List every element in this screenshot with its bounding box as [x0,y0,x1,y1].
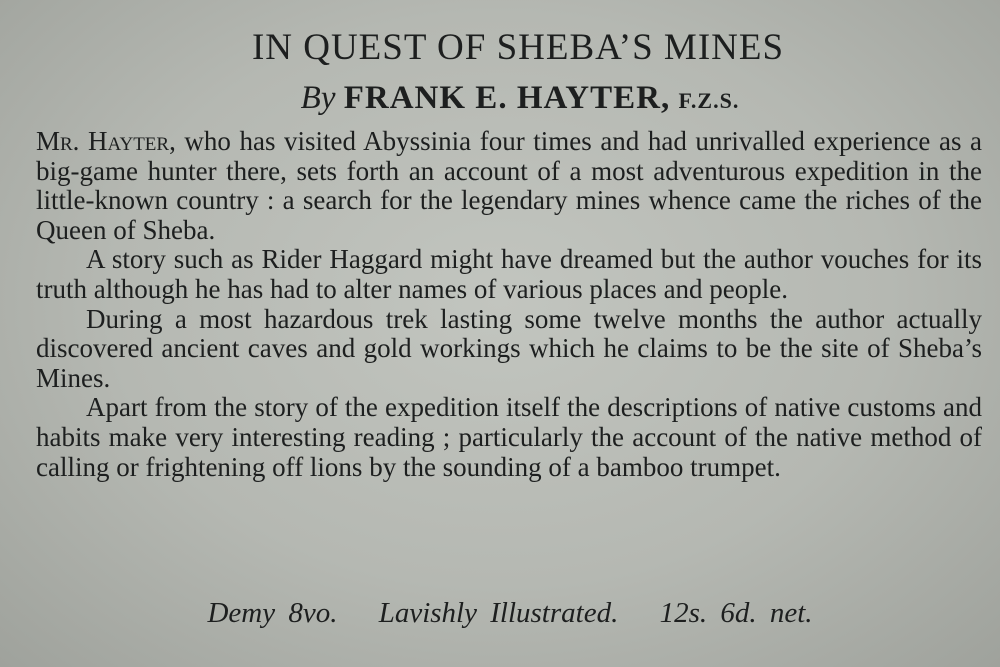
description-body [36,127,982,482]
byline-by: By [300,80,336,116]
book-format: Demy 8vo. [207,597,338,629]
paragraph-2: A story such as Rider Haggard might have dreamed but the author vouches for its truth although he has had to alter names of various places and people. [36,244,982,304]
book-price: 12s. 6d. net. [659,597,813,629]
book-title: IN QUEST OF SHEBA’S MINES [251,27,785,68]
paragraph-4: Apart from the story of the expedition itself the descriptions of native customs and habits make very interesting reading ; particularly the account of the native method of calling or frightening off lions by the sounding of a bamboo trumpet. [36,392,982,482]
author-byline [0,76,1000,123]
author-honor: F.Z.S. [678,88,740,113]
publication-details [0,595,1000,631]
author-name: FRANK E. HAYTER, [343,80,671,116]
illustration-note: Lavishly Illustrated. [378,597,619,629]
paragraph-1-text: , who has visited Abyssinia four times and had unrivalled experience as a big-game hunter there, sets forth an account of a most adventurous expedition in the little-known country : a search for the legendary mines whence came the riches of the Queen of Sheba. [36,126,983,245]
paragraph-1-lead: Mr. Hayter [36,126,170,156]
paragraph-1 [36,127,982,245]
paragraph-3: During a most hazardous trek lasting some twelve months the author actually discovered ancient caves and gold workings which he claims to be the site of Sheba’s Mines. [36,303,982,393]
